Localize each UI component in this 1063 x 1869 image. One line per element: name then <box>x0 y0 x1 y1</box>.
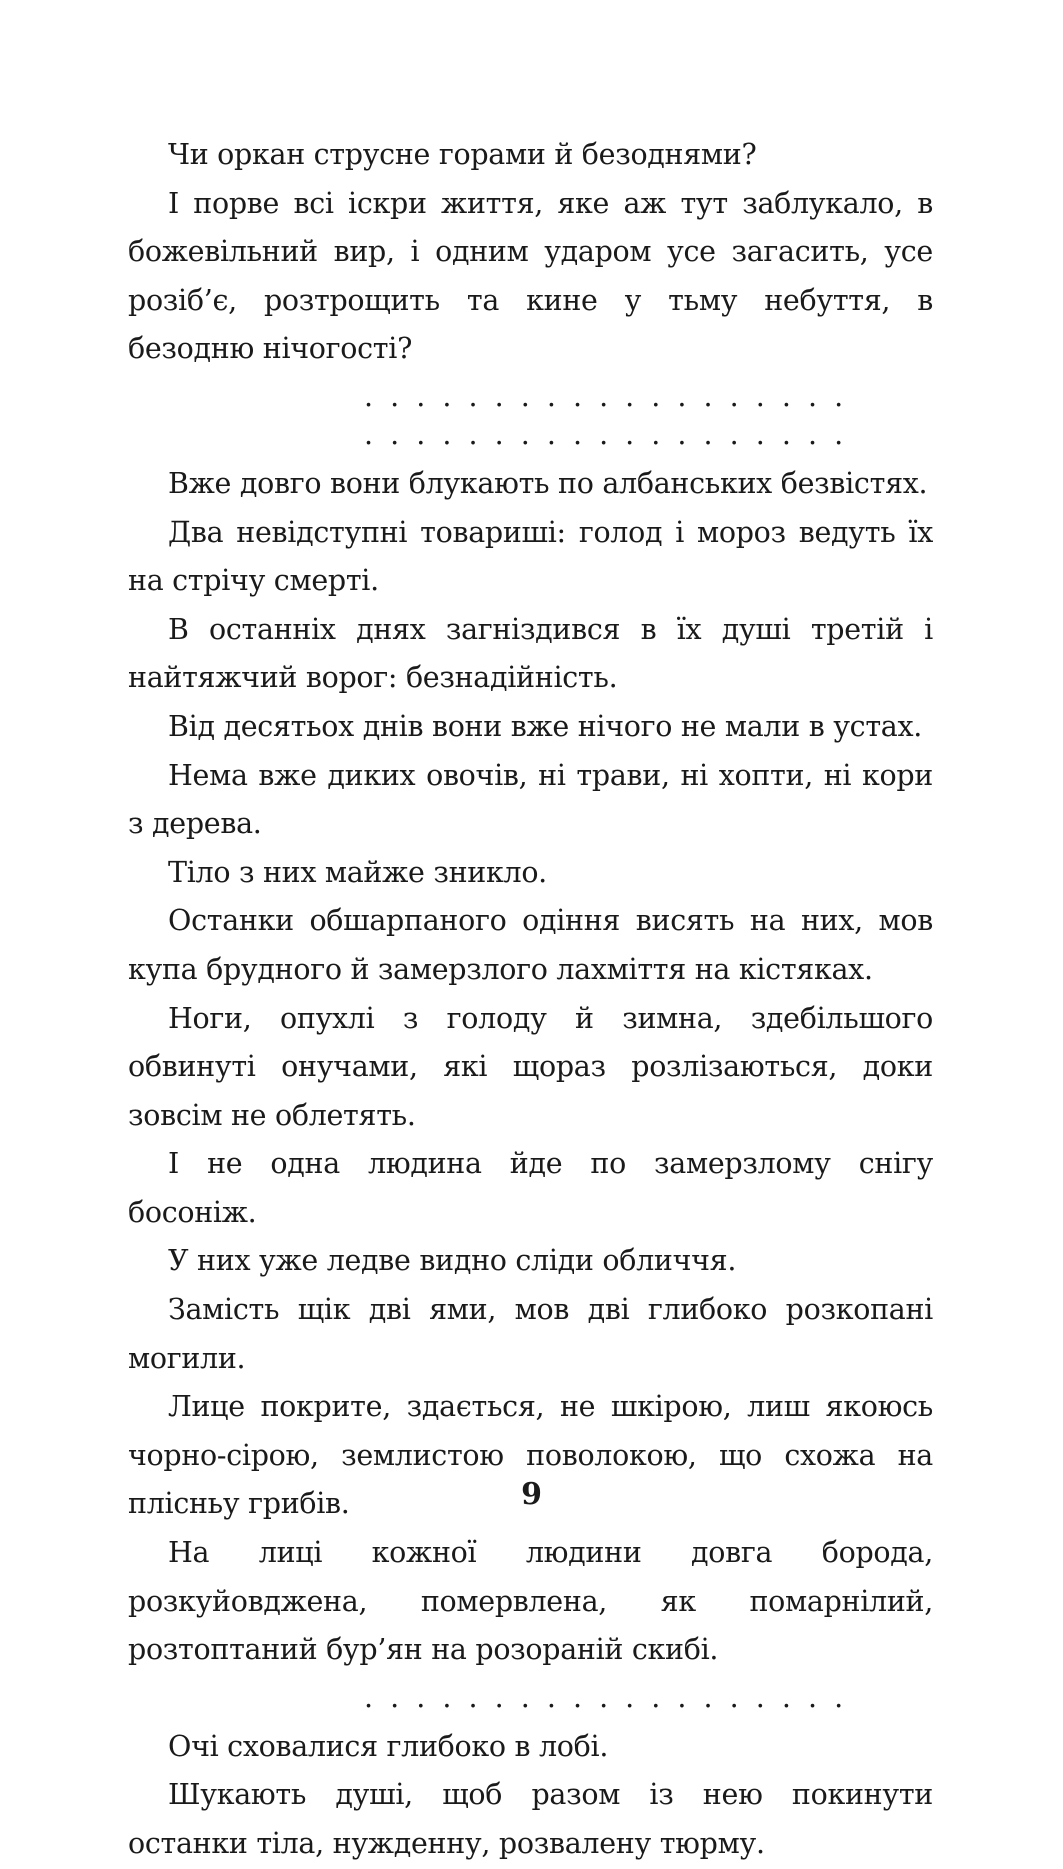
paragraph-10: Ноги, опухлі з голоду й зимна, здебільшого обвинуті онучами, які щораз розлізаються, доки зовсім не облетять. <box>128 1001 933 1132</box>
page-body <box>128 131 933 1869</box>
paragraph-11: І не одна людина йде по замерзлому снігу босоніж. <box>128 1147 933 1229</box>
paragraph-5: В останніх днях загніздився в їх душі третій і найтяжчий ворог: безнадійність. <box>128 612 933 695</box>
paragraph-6: Від десятьох днів вони вже нічого не мали в устах. <box>168 709 923 743</box>
paragraph-14: Лице покрите, здається, не шкірою, лиш якоюсь чорно-сірою, землистою поволокою, що схожа на плісньу грибів. <box>128 1390 933 1521</box>
paragraph-12: У них уже ледве видно сліди обличчя. <box>168 1244 737 1278</box>
paragraph-9: Останки обшарпаного одіння висять на них, мов купа брудного й замерзлого лахміття на кістяках. <box>128 904 933 986</box>
paragraph-16: Очі сховалися глибоко в лобі. <box>168 1729 609 1763</box>
paragraph-3: Вже довго вони блукають по албанських безвістях. <box>168 466 928 500</box>
paragraph-8: Тіло з них майже зникло. <box>168 855 547 889</box>
paragraph-13: Замість щік дві ями, мов дві глибоко розкопані могили. <box>128 1293 933 1375</box>
page-number: 9 <box>521 1477 542 1512</box>
section-separator-middle <box>128 1675 933 1723</box>
paragraph-4: Два невідступні товариші: голод і мороз ведуть їх на стрічу смерті. <box>128 515 933 598</box>
dotted-separator: . . . . . . . . . . . . . . . . . . . <box>364 417 848 451</box>
paragraph-15: На лиці кожної людини довга борода, розкуйовджена, помервлена, як помарнілий, розтоптаний бур’ян на розораній скибі. <box>128 1536 933 1667</box>
paragraph-17: Шукають душі, щоб разом із нею покинути останки тіла, нужденну, розвалену тюрму. <box>128 1778 933 1860</box>
paragraph-7: Нема вже диких овочів, ні трави, ні хопти, ні кори з дерева. <box>128 758 933 841</box>
section-separator-top <box>128 374 933 460</box>
dotted-separator: . . . . . . . . . . . . . . . . . . . <box>364 379 848 413</box>
dotted-separator: . . . . . . . . . . . . . . . . . . . <box>364 1680 848 1714</box>
paragraph-2: І порве всі іскри життя, яке аж тут заблукало, в божевільний вир, і одним ударом усе загасить, усе розіб’є, розтрощить та кине у тьму небуття, в безодню нічогості? <box>128 186 933 366</box>
paragraph-1: Чи оркан струсне горами й безоднями? <box>168 138 757 171</box>
